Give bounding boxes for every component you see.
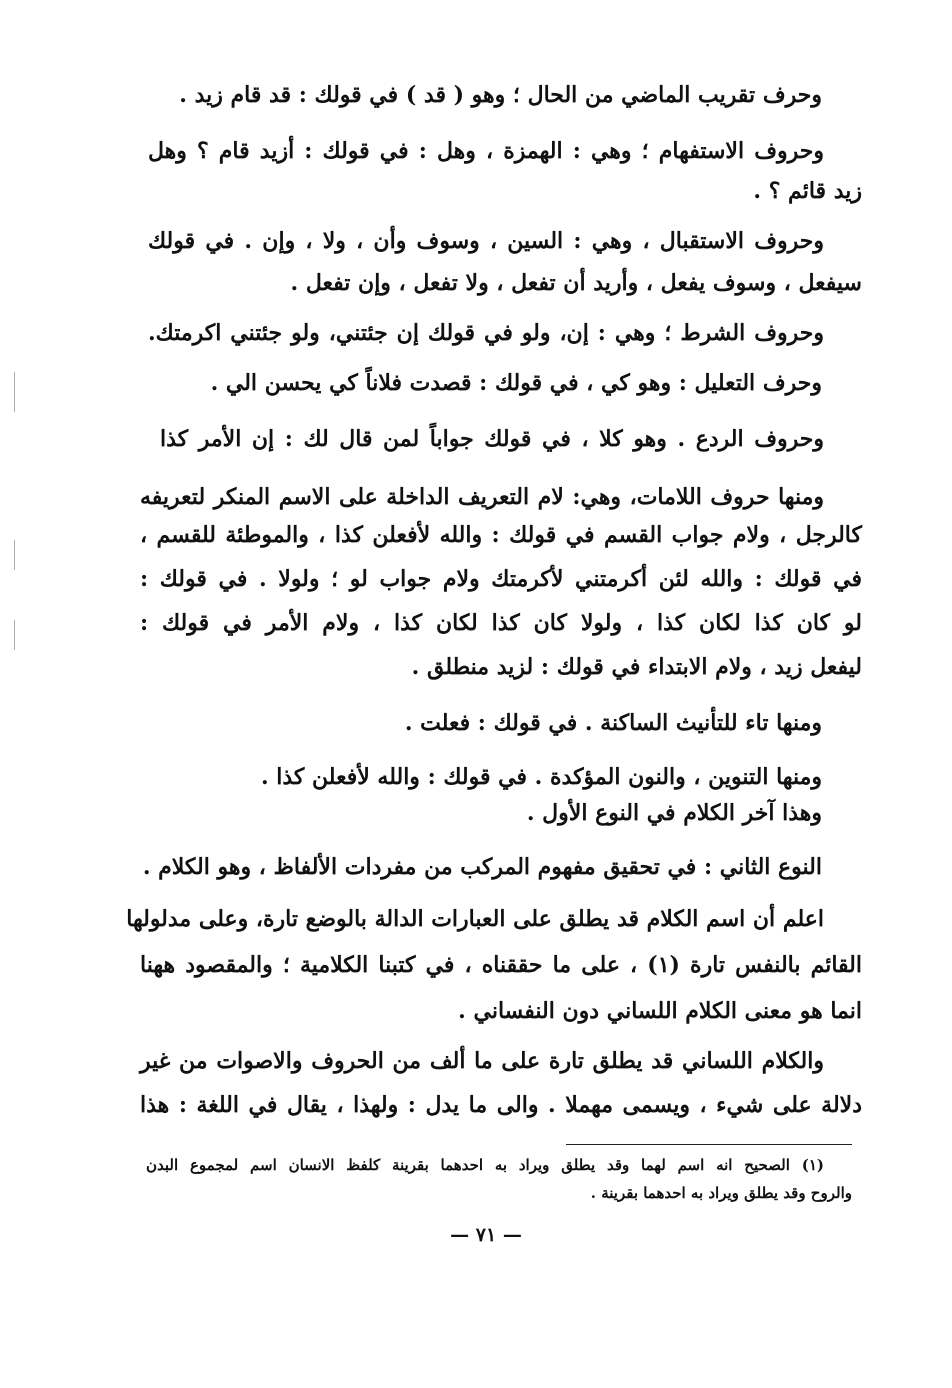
text-line: وهذا آخر الكلام في النوع الأول . [526, 800, 822, 826]
text-line: ومنها تاء للتأنيث الساكنة . في قولك : فعلت . [404, 710, 822, 736]
text-line: النوع الثاني : في تحقيق مفهوم المركب من مفردات الألفاظ ، وهو الكلام . [142, 854, 822, 880]
text-line: القائم بالنفس تارة (١) ، على ما حققناه ، في كتبنا الكلامية ؛ والمقصود ههنا [140, 952, 862, 978]
text-line: كالرجل ، ولام جواب القسم في قولك : والله لأفعلن كذا ، والموطئة للقسم ، [140, 522, 862, 548]
footnote-line: والروح وقد يطلق ويراد به احدهما بقرينة . [590, 1184, 852, 1202]
text-line: انما هو معنى الكلام اللساني دون النفساني . [458, 998, 862, 1024]
text-line: والكلام اللساني قد يطلق تارة على ما ألف من الحروف والاصوات من غير [140, 1048, 824, 1074]
text-line: وحرف التعليل : وهو كي ، في قولك : قصدت فلاناً كي يحسن الي . [210, 370, 822, 396]
text-line: لو كان كذا لكان كذا ، ولولا كان كذا لكان كذا ، ولام الأمر في قولك : [140, 610, 862, 636]
text-line: ومنها حروف اللامات، وهي: لام التعريف الداخلة على الاسم المنكر لتعريفه [140, 484, 824, 510]
text-line: وحروف الاستقبال ، وهي : السين ، وسوف وأن ، ولا ، وإن . في قولك [148, 228, 824, 254]
text-line: وحرف تقريب الماضي من الحال ؛ وهو ( قد ) في قولك : قد قام زيد . [179, 82, 822, 108]
text-line: وحروف الاستفهام ؛ وهي : الهمزة ، وهل : في قولك : أزيد قام ؟ وهل [148, 138, 824, 164]
scan-edge-mark [14, 540, 15, 570]
text-line: دلالة على شيء ، ويسمى مهملا . والى ما يدل : ولهذا ، يقال في اللغة : هذا [140, 1092, 862, 1118]
text-line: زيد قائم ؟ . [753, 178, 862, 204]
text-line: وحروف الردع . وهو كلا ، في قولك جواباً لمن قال لك : إن الأمر كذا [160, 426, 824, 452]
text-line: سيفعل ، وسوف يفعل ، وأريد أن تفعل ، ولا تفعل ، وإن تفعل . [290, 270, 862, 296]
footnote-separator [566, 1144, 852, 1145]
text-line: اعلم أن اسم الكلام قد يطلق على العبارات الدالة بالوضع تارة، وعلى مدلولها [126, 906, 824, 932]
text-line: في قولك : والله لئن أكرمتني لأكرمتك ولام جواب لو ؛ ولولا . في قولك : [140, 566, 862, 592]
scan-edge-mark [14, 372, 15, 412]
page-number: — ٧١ — [450, 1224, 522, 1246]
text-line: ومنها التنوين ، والنون المؤكدة . في قولك : والله لأفعلن كذا . [260, 764, 822, 790]
footnote-line: (١) الصحيح انه اسم لهما وقد يطلق ويراد به احدهما بقرينة كلفظ الانسان اسم لمجموع البدن [146, 1156, 824, 1174]
scan-edge-mark [14, 620, 15, 650]
text-line: ليفعل زيد ، ولام الابتداء في قولك : لزيد منطلق . [411, 654, 862, 680]
text-line: وحروف الشرط ؛ وهي : إن، ولو في قولك إن جئتني، ولو جئتني اكرمتك. [148, 320, 824, 346]
